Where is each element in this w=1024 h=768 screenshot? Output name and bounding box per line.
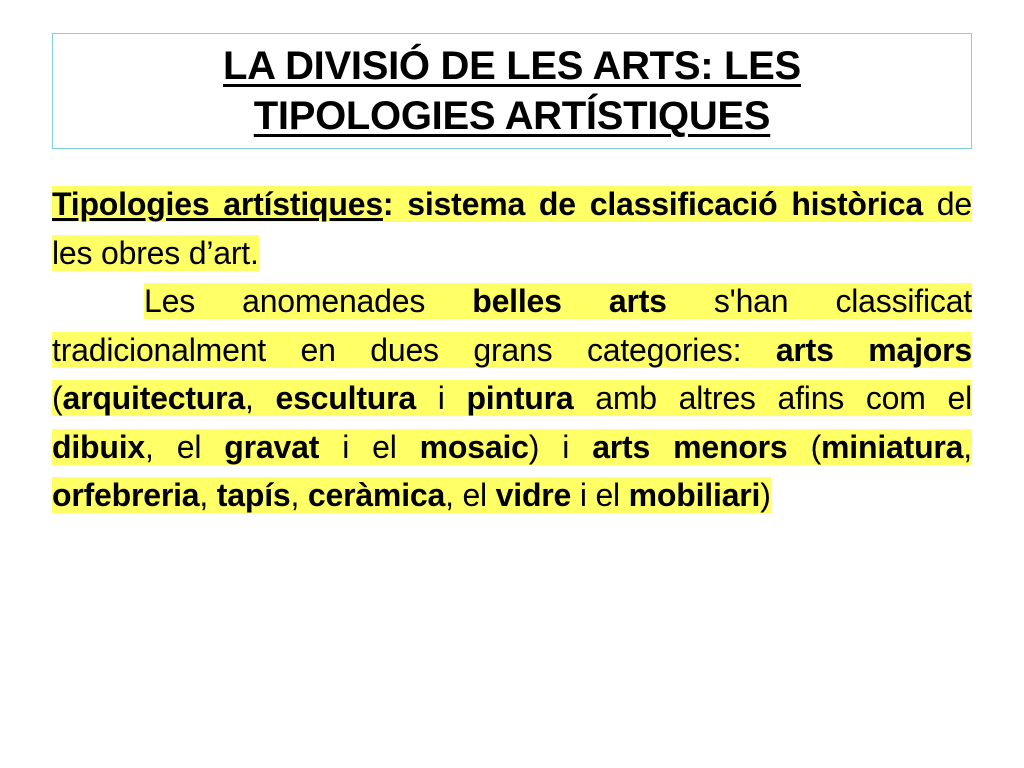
bold-term: tapís	[216, 477, 291, 513]
slide-title-line-2: TIPOLOGIES ARTÍSTIQUES	[253, 94, 771, 138]
slide-title	[223, 41, 801, 141]
categories-highlight	[52, 283, 972, 513]
text-run: (	[52, 380, 63, 416]
text-run: ,	[963, 428, 972, 465]
bold-term: orfebreria	[52, 477, 200, 513]
slide-body	[52, 180, 972, 520]
bold-term: ceràmica	[307, 477, 446, 513]
bold-term: arts menors	[592, 428, 788, 465]
text-run: (	[787, 428, 822, 465]
bold-term: miniatura	[821, 428, 964, 465]
text-run: ,	[199, 477, 217, 513]
text-run: i	[415, 380, 467, 416]
bold-term: arquitectura	[62, 380, 246, 416]
bold-term: mosaic	[419, 428, 529, 465]
definition-term: Tipologies artístiques	[52, 186, 383, 222]
bold-term: pintura	[466, 380, 574, 416]
bold-term: gravat	[224, 428, 320, 465]
bold-term: vidre	[495, 477, 572, 513]
text-run: , el	[445, 477, 496, 513]
categories-paragraph	[52, 277, 972, 520]
title-box	[52, 33, 972, 149]
text-run: Les anomenades	[144, 283, 473, 319]
text-run: )	[760, 477, 771, 513]
text-run: i el	[319, 428, 420, 465]
text-run: ,	[245, 380, 276, 416]
bold-term: belles arts	[472, 283, 667, 319]
definition-bold-text: sistema de classificació històrica	[393, 186, 923, 222]
text-run: ,	[290, 477, 308, 513]
definition-colon: :	[382, 186, 394, 222]
definition-rest-text: de les obres d’art.	[52, 186, 972, 271]
text-run: ) i	[528, 428, 593, 465]
bold-term: dibuix	[52, 428, 146, 465]
bold-term: mobiliari	[628, 477, 761, 513]
text-run: i el	[571, 477, 629, 513]
definition-paragraph	[52, 180, 972, 277]
text-run: amb altres afins com el	[573, 380, 973, 416]
definition-highlight	[52, 186, 972, 271]
text-run: s'han classificat tradicionalment en dues grans categories:	[52, 283, 972, 368]
text-run: , el	[145, 428, 225, 465]
bold-term: arts majors	[775, 331, 972, 368]
slide-title-line-1: LA DIVISIÓ DE LES ARTS: LES	[223, 44, 801, 88]
bold-term: escultura	[275, 380, 416, 416]
